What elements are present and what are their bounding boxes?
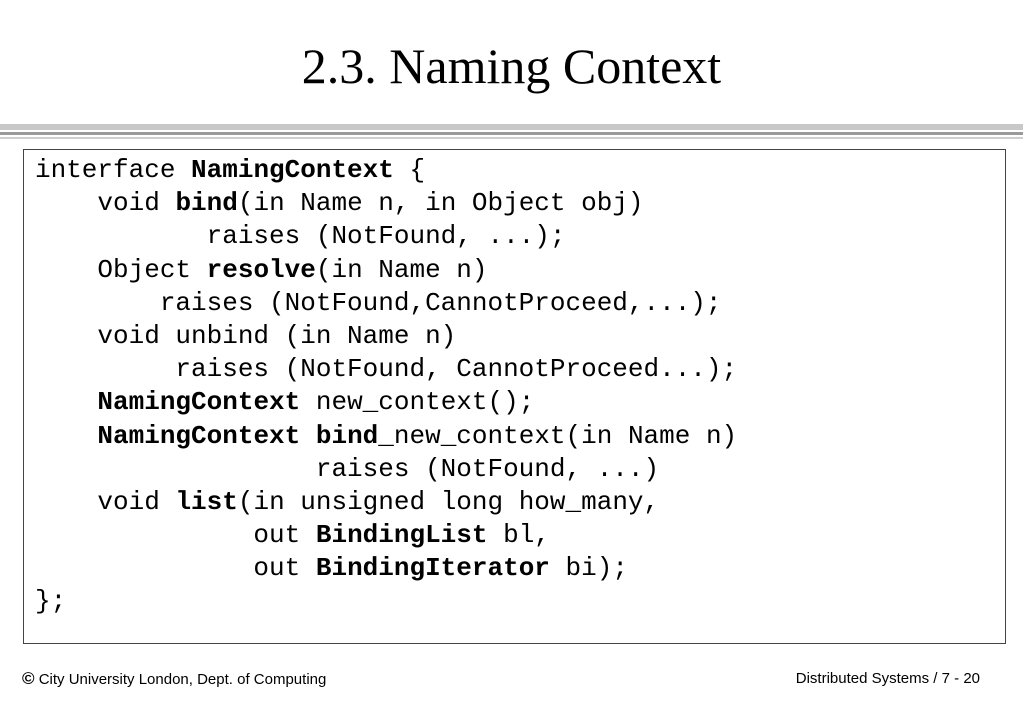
copyright-symbol: © — [22, 669, 35, 688]
code-line — [35, 287, 737, 320]
code-listing — [35, 154, 737, 619]
code-line — [35, 386, 737, 419]
code-line — [35, 154, 737, 187]
code-text: }; — [35, 586, 67, 617]
code-text: raises (NotFound,CannotProceed,...); — [35, 287, 722, 318]
code-keyword: resolve — [206, 254, 316, 285]
code-text — [300, 421, 316, 451]
title-divider-middle — [0, 132, 1023, 135]
code-line — [35, 420, 737, 453]
code-line — [35, 254, 737, 287]
code-text: raises (NotFound, CannotProceed...); — [35, 354, 738, 385]
code-text: (in unsigned long how_many, — [237, 486, 660, 517]
code-line — [35, 220, 737, 253]
code-keyword: NamingContext — [97, 420, 301, 451]
code-keyword: bind — [315, 420, 379, 451]
code-line — [35, 453, 737, 486]
footer-institution: City University London, Dept. of Computing — [34, 671, 327, 688]
code-text: raises (NotFound, ...) — [35, 453, 660, 484]
code-text — [35, 421, 97, 451]
code-keyword: BindingList — [315, 520, 488, 551]
code-text: bi); — [549, 553, 628, 584]
code-line — [35, 353, 737, 386]
code-line — [35, 585, 737, 618]
code-text: new_context(); — [300, 387, 535, 418]
code-keyword: NamingContext — [97, 387, 301, 418]
code-text: void — [35, 188, 176, 219]
footer-page-info: Distributed Systems / 7 - 20 — [795, 670, 980, 687]
code-text — [35, 387, 97, 417]
code-listing-box — [23, 149, 1006, 644]
footer-left — [22, 670, 326, 689]
code-keyword: NamingContext — [191, 155, 394, 185]
code-text: void unbind (in Name n) — [35, 320, 457, 351]
code-text: (in Name n, in Object obj) — [237, 188, 644, 219]
code-text: void — [35, 486, 176, 517]
code-text: out — [35, 520, 316, 551]
code-text: _new_context(in Name n) — [378, 420, 738, 451]
code-line — [35, 519, 737, 552]
code-text: (in Name n) — [315, 254, 488, 285]
code-text: out — [35, 553, 316, 584]
code-keyword: BindingIterator — [315, 553, 550, 584]
code-keyword: bind — [175, 188, 238, 219]
code-line — [35, 552, 737, 585]
code-line — [35, 187, 737, 220]
code-text: { — [393, 155, 426, 185]
code-text: raises (NotFound, ...); — [35, 221, 566, 252]
title-divider-bottom — [0, 137, 1023, 139]
code-text: bl, — [487, 520, 550, 551]
code-line — [35, 320, 737, 353]
code-keyword: list — [175, 486, 238, 517]
code-line — [35, 486, 737, 519]
slide-title: 2.3. Naming Context — [301, 38, 722, 94]
code-text: Object — [35, 254, 207, 285]
code-text: interface — [35, 155, 192, 185]
title-divider-top — [0, 124, 1023, 130]
